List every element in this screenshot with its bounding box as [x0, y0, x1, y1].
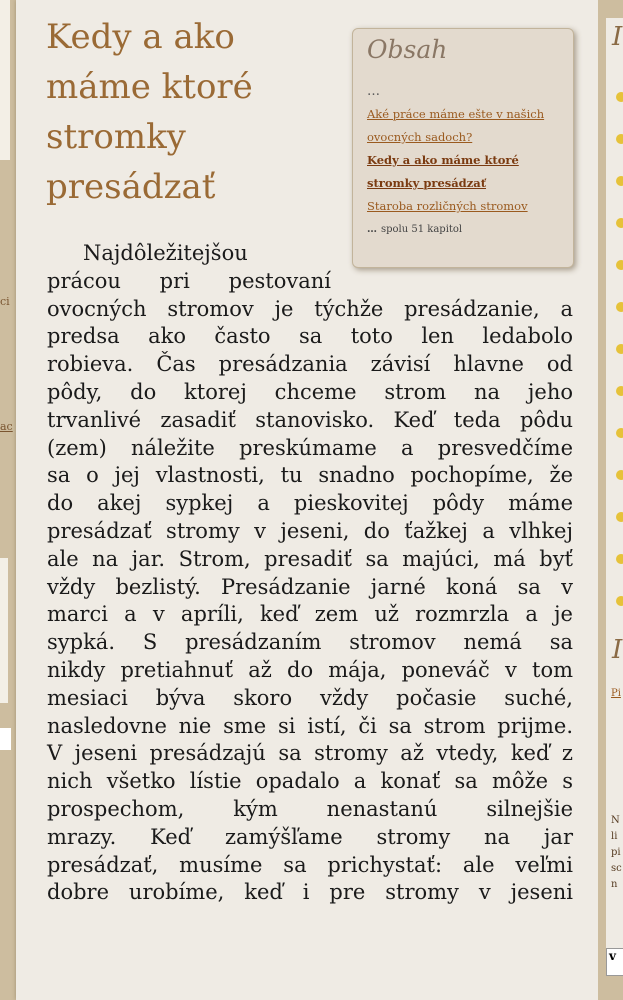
text-line: V jeseni presádzajú sa stromy až vtedy, keď z	[47, 741, 573, 766]
right-sidebar-input[interactable]: v	[606, 948, 623, 976]
left-sidebar-link[interactable]: ac	[0, 420, 13, 433]
bullet-icon	[616, 512, 623, 522]
text-line: do akej sypkej a pieskovitej pôdy máme	[47, 491, 573, 516]
article-body	[47, 240, 573, 907]
text-line: robieva. Čas presádzania závisí hlavne od	[47, 352, 573, 377]
toc-ellipsis: …	[367, 84, 380, 99]
text-line: nich všetko lístie opadalo a konať sa môže s	[47, 769, 573, 794]
bullet-icon	[616, 176, 623, 186]
toc-more-label: spolu 51 kapitol	[381, 224, 463, 235]
text-line: sypká. S presádzaním stromov nemá sa	[47, 630, 573, 655]
toc-more-dots: …	[367, 224, 377, 235]
text-line: pôdy, do ktorej chceme strom na jeho	[47, 379, 573, 404]
text-line: ovocných stromov je týchže presádzanie, a	[47, 296, 573, 321]
right-sidebar-text: pi	[611, 847, 621, 858]
page-title: Kedy a ako máme ktoré stromky presádzať	[46, 17, 253, 207]
right-sidebar-panel	[606, 18, 623, 948]
text-line: predsa ako často sa toto len ledabolo	[47, 324, 573, 349]
text-line: Najdôležitejšou	[83, 241, 248, 265]
bullet-icon	[616, 218, 623, 228]
left-sidebar-panel	[0, 0, 10, 160]
toc-heading: Obsah	[367, 35, 448, 64]
text-line: presádzať stromy v jeseni, do ťažkej a vlhkej	[47, 518, 573, 543]
bullet-icon	[616, 428, 623, 438]
right-sidebar-heading-glyph: I	[612, 635, 623, 665]
article-page	[16, 0, 598, 1000]
bullet-icon	[616, 92, 623, 102]
right-sidebar-text: N	[611, 815, 620, 826]
text-line: (zem) náležite preskúmame a presvedčíme	[47, 435, 573, 460]
table-of-contents	[352, 28, 574, 268]
text-line: prospechom, kým nenastanú silnejšie	[47, 796, 573, 821]
bullet-icon	[616, 554, 623, 564]
right-sidebar	[598, 0, 623, 1000]
text-line: mesiaci býva skoro vždy počasie suché,	[47, 685, 573, 710]
right-sidebar-text: n	[611, 879, 618, 890]
text-line: nasledovne nie sme si istí, či sa strom prijme.	[47, 713, 573, 738]
text-line: prácou pri pestovaní	[47, 268, 331, 293]
toc-link-next-chapter[interactable]: Staroba rozličných stromov	[367, 199, 528, 213]
text-line: nikdy pretiahnuť až do mája, poneváč v tom	[47, 657, 573, 682]
right-sidebar-heading-glyph: I	[612, 22, 623, 52]
left-sidebar	[0, 0, 16, 1000]
toc-chapter-count	[367, 224, 563, 235]
toc-link-previous-chapter[interactable]: Aké práce máme ešte v našich ovocných sadoch?	[367, 107, 545, 144]
bullet-icon	[616, 386, 623, 396]
text-line: presádzať, musíme sa prichystať: ale veľmi	[47, 852, 573, 877]
bullet-icon	[616, 470, 623, 480]
bullet-icon	[616, 134, 623, 144]
toc-link-current-chapter[interactable]: Kedy a ako máme ktoré stromky presádzať	[367, 153, 519, 190]
bullet-icon	[616, 596, 623, 606]
text-line: trvanlivé zasadiť stanovisko. Keď teda pôdu	[47, 407, 573, 432]
left-sidebar-fragment: ci	[0, 295, 10, 308]
right-sidebar-text: sc	[611, 863, 622, 874]
bullet-icon	[616, 302, 623, 312]
bullet-icon	[616, 344, 623, 354]
bullet-icon	[616, 260, 623, 270]
left-sidebar-input[interactable]	[0, 728, 11, 750]
right-sidebar-link[interactable]: Pi	[611, 688, 621, 699]
text-line: marci a v apríli, keď zem už rozmrzla a je	[47, 602, 573, 627]
text-line: dobre urobíme, keď i pre stromy v jeseni	[47, 880, 573, 905]
text-line: sa o jej vlastnosti, tu snadno pochopíme, že	[47, 463, 573, 488]
text-line: ale na jar. Strom, presadiť sa majúci, má byť	[47, 546, 573, 571]
text-line: vždy bezlistý. Presádzanie jarné koná sa v	[47, 574, 573, 599]
left-sidebar-widget	[0, 558, 8, 703]
right-sidebar-text: li	[611, 831, 618, 842]
text-line: mrazy. Keď zamýšľame stromy na jar	[47, 824, 573, 849]
